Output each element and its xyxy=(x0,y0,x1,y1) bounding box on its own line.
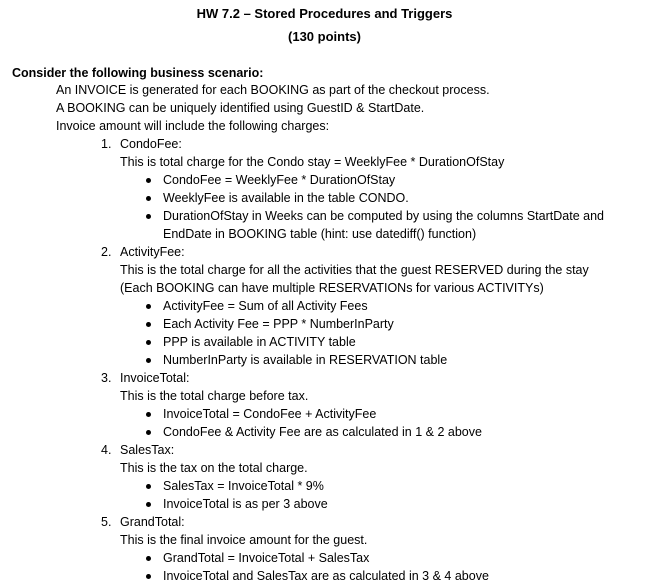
intro-line: Invoice amount will include the following charges: xyxy=(56,119,330,133)
bullet-icon xyxy=(146,484,151,489)
item-name: ActivityFee: xyxy=(120,245,185,259)
bullet-text: DurationOfStay in Weeks can be computed by using the columns StartDate and xyxy=(163,209,604,223)
bullet-icon xyxy=(146,340,151,345)
document-title: HW 7.2 – Stored Procedures and Triggers xyxy=(196,6,453,21)
bullet-icon xyxy=(146,430,151,435)
bullet-text: CondoFee & Activity Fee are as calculated in 1 & 2 above xyxy=(163,425,482,439)
item-name: GrandTotal: xyxy=(120,515,185,529)
item-desc: This is the total charge for all the activities that the guest RESERVED during the stay xyxy=(120,263,589,277)
bullet-text: CondoFee = WeeklyFee * DurationOfStay xyxy=(163,173,396,187)
bullet-text: GrandTotal = InvoiceTotal + SalesTax xyxy=(163,551,370,565)
bullet-icon xyxy=(146,574,151,579)
item-number: 1. xyxy=(101,137,112,151)
bullet-icon xyxy=(146,358,151,363)
bullet-icon xyxy=(146,322,151,327)
bullet-text: SalesTax = InvoiceTotal * 9% xyxy=(163,479,324,493)
item-name: InvoiceTotal: xyxy=(120,371,190,385)
bullet-text: InvoiceTotal is as per 3 above xyxy=(163,497,328,511)
scenario-heading: Consider the following business scenario: xyxy=(12,66,264,80)
bullet-text: InvoiceTotal = CondoFee + ActivityFee xyxy=(163,407,377,421)
item-desc: This is the final invoice amount for the guest. xyxy=(120,533,368,547)
item-number: 5. xyxy=(101,515,112,529)
item-desc: This is the tax on the total charge. xyxy=(120,461,308,475)
bullet-icon xyxy=(146,178,151,183)
bullet-text: NumberInParty is available in RESERVATION table xyxy=(163,353,448,367)
bullet-icon xyxy=(146,304,151,309)
item-desc: (Each BOOKING can have multiple RESERVATIONs for various ACTIVITYs) xyxy=(120,281,544,295)
intro-line: An INVOICE is generated for each BOOKING as part of the checkout process. xyxy=(56,83,490,97)
bullet-text: InvoiceTotal and SalesTax are as calculated in 3 & 4 above xyxy=(163,569,489,583)
item-number: 2. xyxy=(101,245,112,259)
item-name: CondoFee: xyxy=(120,137,182,151)
intro-line: A BOOKING can be uniquely identified using GuestID & StartDate. xyxy=(56,101,425,115)
item-desc: This is total charge for the Condo stay = WeeklyFee * DurationOfStay xyxy=(120,155,505,169)
item-number: 4. xyxy=(101,443,112,457)
bullet-text: Each Activity Fee = PPP * NumberInParty xyxy=(163,317,394,331)
item-desc: This is the total charge before tax. xyxy=(120,389,309,403)
bullet-icon xyxy=(146,214,151,219)
bullet-text: WeeklyFee is available in the table CONDO. xyxy=(163,191,409,205)
bullet-icon xyxy=(146,196,151,201)
bullet-icon xyxy=(146,502,151,507)
bullet-text-cont: EndDate in BOOKING table (hint: use datediff() function) xyxy=(163,227,477,241)
item-name: SalesTax: xyxy=(120,443,175,457)
bullet-text: ActivityFee = Sum of all Activity Fees xyxy=(163,299,368,313)
item-number: 3. xyxy=(101,371,112,385)
bullet-icon xyxy=(146,412,151,417)
bullet-text: PPP is available in ACTIVITY table xyxy=(163,335,356,349)
document-points: (130 points) xyxy=(288,29,361,44)
bullet-icon xyxy=(146,556,151,561)
